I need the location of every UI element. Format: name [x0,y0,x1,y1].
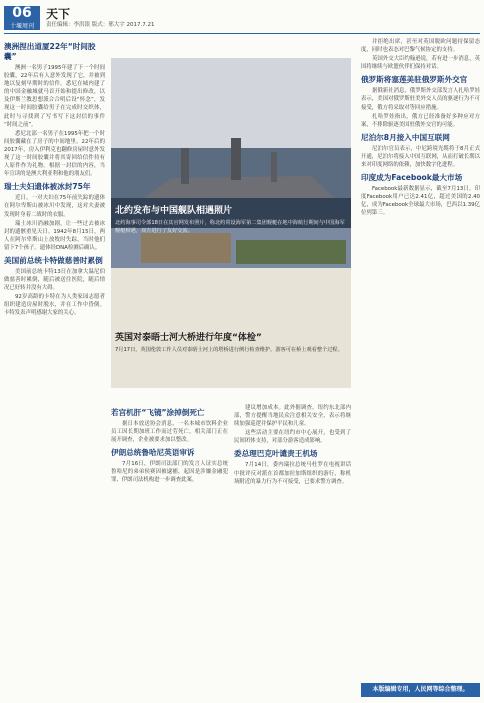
photo-caption-title: 英国对泰晤士河大桥进行年度“体检” [115,333,262,343]
article-headline: 美国前总统卡特做慈善时累倒 [4,255,103,265]
article-headline: 瑞士夫妇遗体被冰封75年 [4,182,91,192]
brand-label: 十堰周刊 [9,23,34,30]
photo-caption-bottom [115,332,347,355]
article-paragraph: 并拒绝出席，甚至对英国脱欧问题持保留态度，同时也表态对巴黎气候协定的支持。 [361,39,480,54]
column-1 [4,38,105,683]
article-paragraph: 7月16日，伊朗司法部门的发言人证实总统鲁哈尼的弟弟侯赛因被逮捕，起因是涉嫌金融犯罪，伊朗司法机构进一步调查此案。 [111,461,228,484]
article-paragraph: 近日，一对夫妇在75年前失踪的遗体在阿尔卑斯山被冰川中发现，这对夫妻被发现时身着二战时的衣服。 [4,195,105,218]
column-4 [361,38,480,680]
article-paragraph: 尼泊尔官员表示，中尼跨境光缆将于8月正式开通，尼泊尔将接入中国互联网，从而打破长期以来对印度网络的依赖，加快数字化进程。 [361,145,480,169]
article-headline: 委总理巴克叶谴责王机场 [234,449,318,459]
footer-note: 本版编辑专用，人民网等综合整理。 [361,683,480,697]
article-headline: 澳洲捏出道厦22年“时间胶囊” [4,42,96,61]
article-paragraph: 建议增加成本。此外据调查，纽约东北部内部，警方提醒当地民众注意相关安全，表示将继续加强巡逻并保护平民和儿童。 [234,405,351,428]
article-paragraph: 悉尼北部一名男子在1995年把一个时间胶囊藏在了房子的中间地里。22年后的2017年，房入伊利克也翻修房屋时意外发现了这一时间胶囊并将其寄回给信件持有人原件作为礼物。根据一封信的内容，当年宣读的是澳大利亚利和他的朋友们。 [4,130,105,178]
article-paragraph: 据日本放送协会消息，一名本城市饮料企业员工因长期加班工作而过劳死亡，相关部门正在展开调查，企业被要求加以整改。 [111,421,228,444]
article-paragraph: 扎哈罗娃指出，俄方已经准备好多种应对方案，不排除驱逐美国驻俄外交官的可能。 [361,113,480,128]
article-paragraph: 92岁高龄的卡特在为人类家园志愿者组织建造房屋时脱水，并在工作中昏倒。卡特发表声明感谢大家的关心。 [4,294,105,317]
article-paragraph: 这些活动主要在纽约市中心展开，也受到了民间团体支持，对部分游客造成影响。 [234,430,351,445]
column-3-lower [234,404,351,683]
photo-caption-body: 7月17日，英国伦敦工作人员对泰晤士河上的塔桥进行例行检查维护，游客可在桥上观看整个过程。 [115,347,343,353]
article-paragraph: 美国前总统卡特13日在加拿大温尼伯做慈善时累倒，随后被送往医院，随后情况已好转并没有大碍。 [4,268,105,292]
photo-caption-top [115,205,347,235]
article-headline: 伊朗总统鲁哈尼英语审诉 [111,448,195,458]
article-paragraph: 英国外交大臣约翰逊说，若有进一步消息，英国将继续与欧盟伙伴们保持对话。 [361,56,480,71]
photo-caption-body: 北约海事司令部18日在其官网发布照片，称北约常设海军第二集团舰艇在地中海航行期间与中国海军舰艇相遇，双方进行了友好交流。 [115,220,345,234]
article-paragraph: 澳洲一名男子1995年建了下一个时间胶囊，22年后有人意外发现了它，并被到地以复刻早期时的信件。悉尼在城内建了的中国金融城就马首开始和提出修改，以及伊斯兰教思想派合合明后设“怀念”，发现这一时间胶囊给男子在完成时交织体，此时与寻找到了写书写下这封信的事件 “时间之前”。 [4,65,105,128]
article-headline: 尼泊尔8月接入中国互联网 [361,132,450,142]
column-2-lower [111,404,228,683]
header-rule [4,33,480,34]
article-paragraph: 据俄新社消息，俄罗斯外交部发言人扎哈罗娃表示，美国对俄罗斯驻美外交人员的驱逐行为不可接受，俄方将采取对等回应措施。 [361,88,480,111]
page-number-badge [4,6,40,30]
article-paragraph: 7月14日，委内瑞拉总统马杜罗在电视讲话中批评反对派在首都加拉加斯组织的游行，称机场附近的暴力行为不可接受，已要求警方调查。 [234,462,351,485]
editor-meta: 责任编辑：李洪银 版式：邢大宇 2017.7.21 [46,22,155,28]
article-headline: 若宫机肝“飞镜”涂掉倒死亡 [111,408,205,417]
article-headline: 印度成为Facebook最大市场 [361,173,463,183]
section-title: 天下 [46,7,71,21]
article-paragraph: Facebook最新数据显示，截至7月13日，印度Facebook用户已达2.41亿，超过美国的2.40亿，成为Facebook全球最大市场，巴西以1.39亿位列第三。 [361,186,480,217]
article-headline: 俄罗斯将塞莲美驻俄罗斯外交官 [361,75,468,85]
page-number: 06 [12,5,32,21]
article-paragraph: 瑞士冰川消融加剧，让一些过去被冰封的遗骸重见天日。1942年8月15日，两人在阿尔卑斯山上放牧时失踪，当时他们留下7个孩子。遗体经DNA检测后确认。 [4,220,105,251]
page-header [0,0,484,32]
photo-caption-title: 北约发布与中国舰队相遇照片 [115,206,233,216]
